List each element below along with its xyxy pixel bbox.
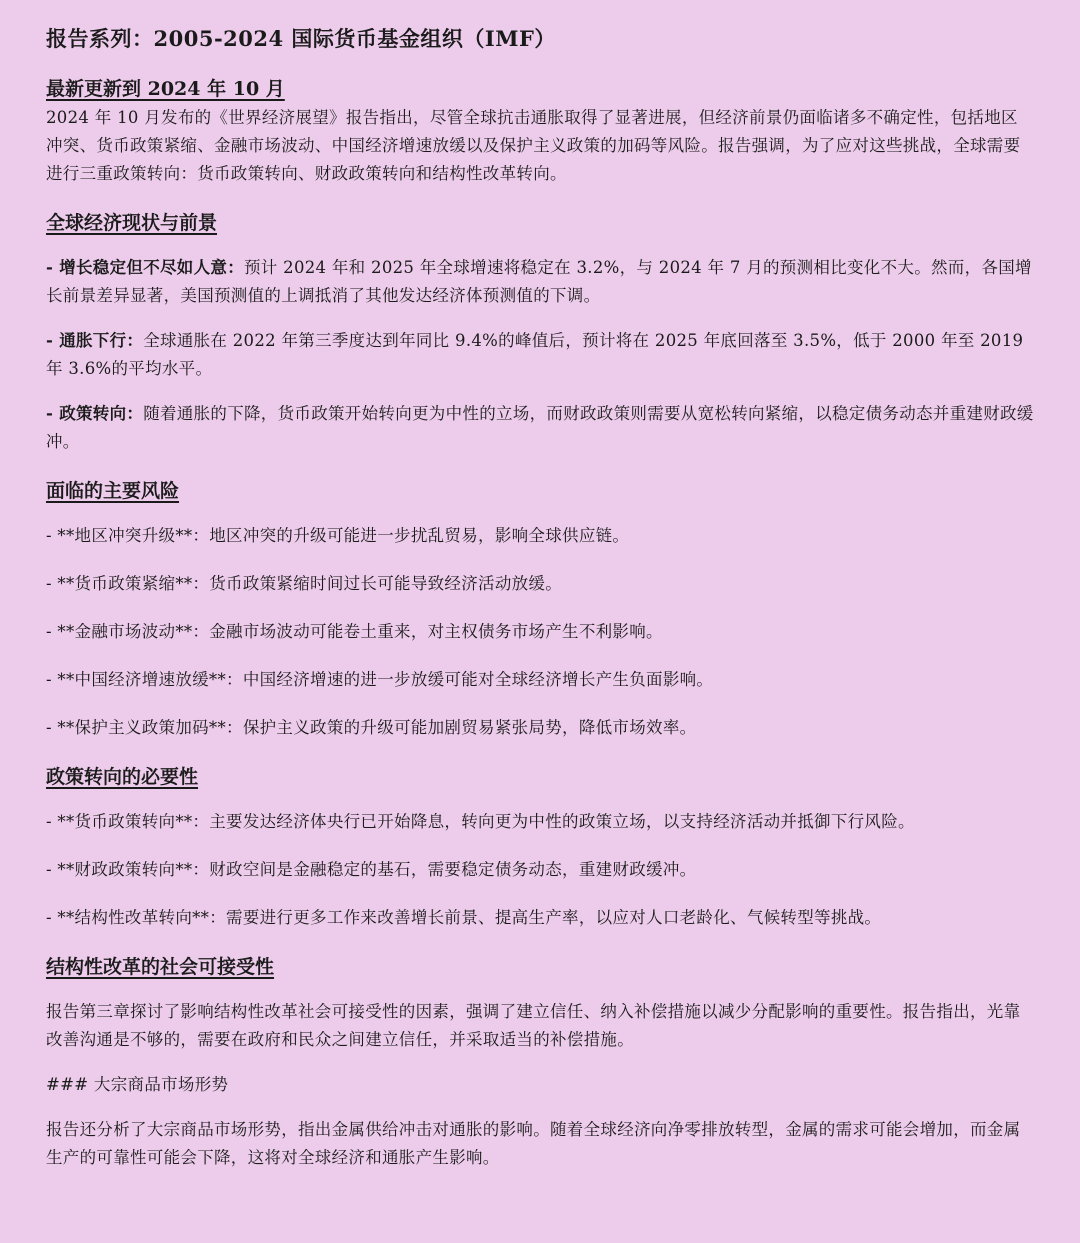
outlook-item-text: 预计 2024 年和 2025 年全球增速将稳定在 3.2%，与 2024 年 7 月的预测相比变化不大。然而，各国增长前景差异显著，美国预测值的上调抵消了其他发达经济体预测值的下调。: [46, 258, 1032, 305]
policy-item: - **货币政策转向**：主要发达经济体央行已开始降息，转向更为中性的政策立场，以支持经济活动并抵御下行风险。: [46, 812, 915, 831]
section-heading-risks: 面临的主要风险: [46, 480, 180, 502]
report-title: 报告系列：2005-2024 国际货币基金组织（IMF）: [46, 26, 556, 51]
risk-item: - **中国经济增速放缓**：中国经济增速的进一步放缓可能对全球经济增长产生负面影响。: [46, 670, 714, 689]
outlook-item-text: 全球通胀在 2022 年第三季度达到年同比 9.4%的峰值后，预计将在 2025 年底回落至 3.5%，低于 2000 年至 2019 年 3.6%的平均水平。: [46, 331, 1024, 378]
risk-item: - **保护主义政策加码**：保护主义政策的升级可能加剧贸易紧张局势，降低市场效率。: [46, 718, 697, 737]
section-heading-outlook: 全球经济现状与前景: [46, 212, 218, 234]
outlook-item: [46, 327, 1034, 383]
intro-paragraph: 2024 年 10 月发布的《世界经济展望》报告指出，尽管全球抗击通胀取得了显著进展，但经济前景仍面临诸多不确定性，包括地区冲突、货币政策紧缩、金融市场波动、中国经济增速放缓以及保护主义政策的加码等风险。报告强调，为了应对这些挑战，全球需要进行三重政策转向：货币政策转向、财政政策转向和结构性改革转向。: [46, 108, 1021, 183]
commodity-paragraph: 报告还分析了大宗商品市场形势，指出金属供给冲击对通胀的影响。随着全球经济向净零排放转型，金属的需求可能会增加，而金属生产的可靠性可能会下降，这将对全球经济和通胀产生影响。: [46, 1120, 1021, 1167]
social-paragraph: 报告第三章探讨了影响结构性改革社会可接受性的因素，强调了建立信任、纳入补偿措施以减少分配影响的重要性。报告指出，光靠改善沟通是不够的，需要在政府和民众之间建立信任，并采取适当的补偿措施。: [46, 1002, 1021, 1049]
policy-item: - **财政政策转向**：财政空间是金融稳定的基石，需要稳定债务动态，重建财政缓冲。: [46, 860, 697, 879]
outlook-item: [46, 400, 1034, 456]
policy-item: - **结构性改革转向**：需要进行更多工作来改善增长前景、提高生产率，以应对人口老龄化、气候转型等挑战。: [46, 908, 882, 927]
section-heading-policy: 政策转向的必要性: [46, 766, 199, 788]
outlook-item: [46, 254, 1034, 310]
risk-item: - **货币政策紧缩**：货币政策紧缩时间过长可能导致经济活动放缓。: [46, 574, 563, 593]
latest-update-heading: 最新更新到 2024 年 10 月: [46, 78, 285, 100]
section-heading-commodity: ### 大宗商品市场形势: [46, 1075, 229, 1094]
outlook-item-lead: - 增长稳定但不尽如人意：: [46, 258, 244, 277]
outlook-item-lead: - 通胀下行：: [46, 331, 144, 350]
risk-item: - **金融市场波动**：金融市场波动可能卷土重来，对主权债务市场产生不利影响。: [46, 622, 663, 641]
risk-item: - **地区冲突升级**：地区冲突的升级可能进一步扰乱贸易，影响全球供应链。: [46, 526, 630, 545]
section-heading-social: 结构性改革的社会可接受性: [46, 956, 275, 978]
outlook-item-text: 随着通胀的下降，货币政策开始转向更为中性的立场，而财政政策则需要从宽松转向紧缩，以稳定债务动态并重建财政缓冲。: [46, 404, 1034, 451]
outlook-item-lead: - 政策转向：: [46, 404, 144, 423]
